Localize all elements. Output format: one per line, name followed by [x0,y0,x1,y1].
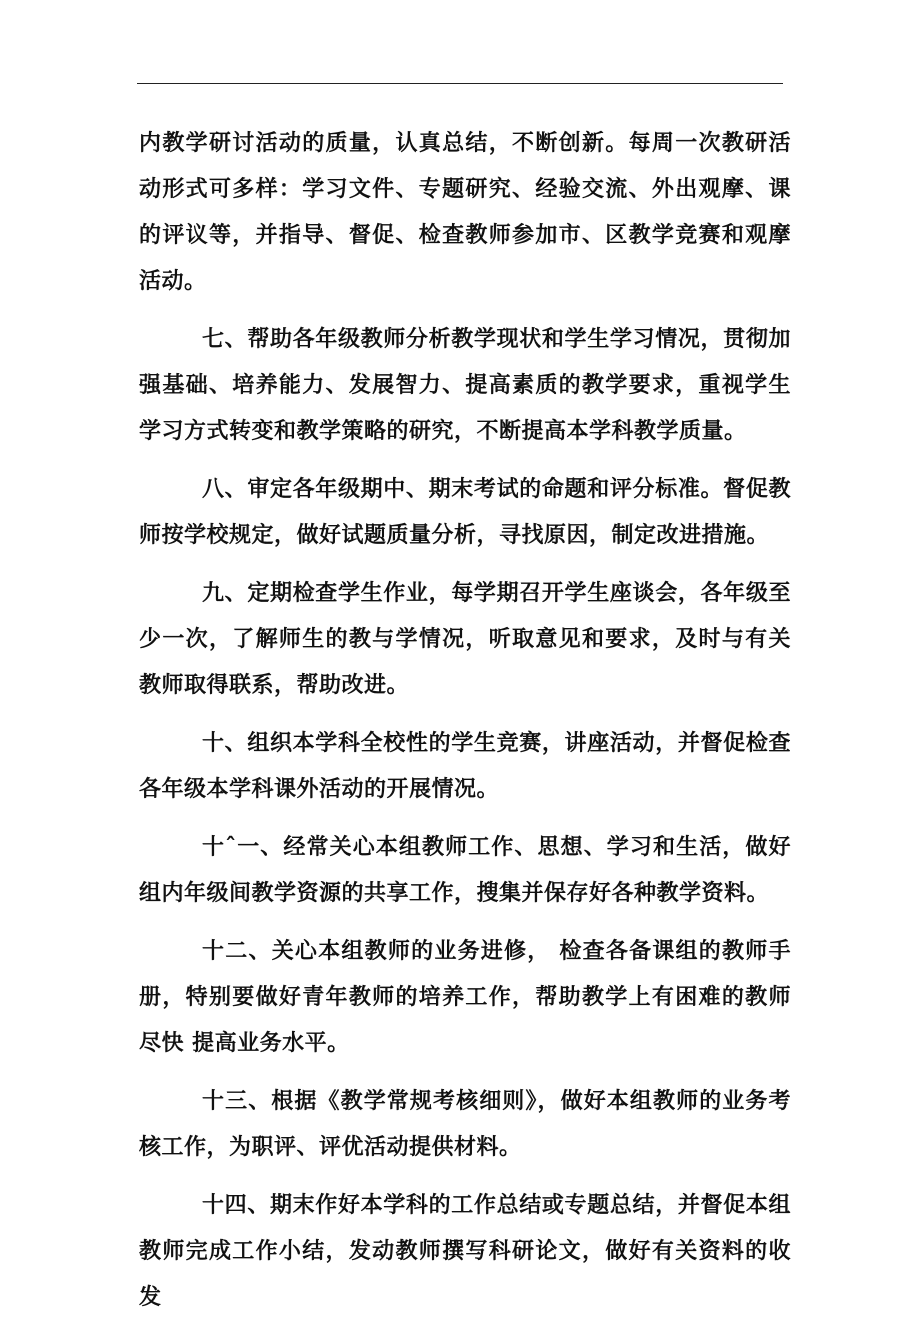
paragraph [139,824,791,916]
paragraph [139,928,791,1066]
text-line: 习方式转变和教学策略的研究，不断提高本学科教学质量。 [161,418,747,444]
header-rule [137,83,783,84]
paragraph [139,570,791,708]
text-line: 各年级本学科课外活动的开展情况。 [139,776,500,802]
paragraph [139,466,791,558]
text-line: 内年级间教学资源的共享工作，搜集并保存好各种教学资料。 [161,880,770,906]
text-line: 十四、期末作好本学科的工作总结或专题总结，并督促本组 [202,1192,791,1218]
text-line: 十ˆ一、经常关心本组教师工作、思想、学习和生活，做好组 [139,834,791,906]
text-line: 十二、关心本组教师的业务进修， 检查各备课组的教师手册， [139,938,791,1010]
text-line: 少一次，了解师生的教与学情况，听取意见和要求，及时与有关 教 [139,626,791,698]
paragraph [139,316,791,454]
text-line: 九、定期检查学生作业，每学期召开学生座谈会，各年级至 [202,580,791,606]
text-line: 强基础、培养能力、发展智力、提高素质的教学要求，重视学生 学 [139,372,791,444]
text-line: 议等，并指导、督促、检查教师参加市、区教学竞赛和观摩 活动。 [139,222,791,294]
text-line: 七、帮助各年级教师分析教学现状和学生学习情况，贯彻加 [202,326,791,352]
text-line: 十、组织本学科全校性的学生竞赛，讲座活动，并督促检查 [202,730,791,756]
text-line: 内教学研讨活动的质量，认真总结，不断创新。每周一次教研活 动 [139,130,791,202]
paragraph [139,720,791,812]
paragraph [139,120,791,304]
text-line: 教师完成工作小结，发动教师撰写科研论文，做好有关资料的收 发 [139,1238,791,1310]
text-line: 八、审定各年级期中、期末考试的命题和评分标准。督促教 [202,476,791,502]
text-line: 特别要做好青年教师的培养工作，帮助教学上有困难的教师尽快 提 [139,984,791,1056]
document-body [139,120,791,1332]
text-line: 工作，为职评、评优活动提供材料。 [161,1134,522,1160]
text-line: 师按学校规定，做好试题质量分析，寻找原因，制定改进措施。 [139,522,770,548]
paragraph [139,1078,791,1170]
paragraph [139,1182,791,1320]
text-line: 形式可多样：学习文件、专题研究、经验交流、外出观摩、课 的评 [139,176,791,248]
text-line: 师取得联系，帮助改进。 [161,672,410,698]
text-line: 高业务水平。 [214,1030,350,1056]
text-line: 十三、根据《教学常规考核细则》，做好本组教师的业务考核 [139,1088,791,1160]
